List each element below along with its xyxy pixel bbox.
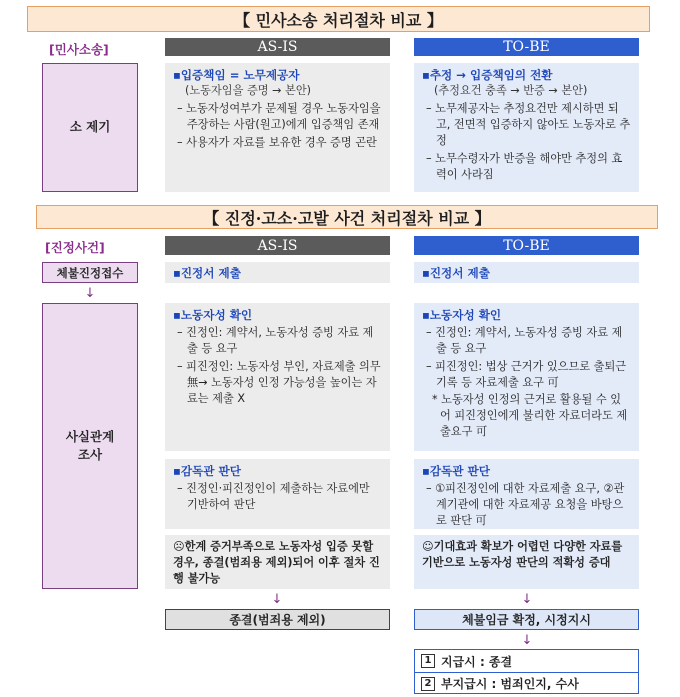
asis-result-box [165,609,390,630]
tobe-labor-item: – 피진정인: 법상 근거가 있으므로 출퇴근기록 등 자료제출 요구 可 [426,360,627,390]
tobe-down-arrow: ↓ [521,592,533,607]
asis-labor-item: – 피진정인: 노동자성 부인, 자료제출 의무 無→ 노동자성 인정 가능성을 높이는 자료는 제출 X [177,360,381,406]
civil-title: 【 민사소송 처리절차 비교 】 [234,10,443,30]
civil-tobe-box [414,63,639,192]
civil-tobe-sub: (추정요건 충족 → 반증 → 본안) [434,84,588,98]
civil-asis-item: – 노동자성여부가 문제될 경우 노동자임을 주장하는 사람(원고)에게 입증책임 존재 [177,102,381,132]
civil-asis-box [165,63,390,192]
civil-asis-header: AS-IS [165,38,390,56]
fact-investigation-line1: 사실관계 [65,428,115,444]
outcome-text: 부지급시 : 범죄인지, 수사 [441,677,579,691]
tobe-labor-head: ▪노동자성 확인 [422,308,502,322]
asis-submit-label: ▪진정서 제출 [173,266,241,280]
outcome-text: 지급시 : 종결 [441,654,513,669]
asis-judge-box [165,459,390,529]
outcome-row-nonpayment [415,672,638,694]
asis-down-arrow: ↓ [271,592,283,607]
tobe-labor-item: – 진정인: 계약서, 노동자성 증빙 자료 제출 등 요구 [426,326,623,356]
civil-title-banner [27,6,650,32]
civil-asis-sub: (노동자임을 증명 → 본안) [185,84,312,98]
civil-side-box [42,63,138,192]
complaint-title-banner [36,205,658,229]
complaint-section-label: [진정사건] [45,240,105,255]
fact-investigation-line2: 조사 [77,447,103,462]
civil-side-label: 소 제기 [69,119,111,135]
civil-asis-head: ▪입증책임 = 노무제공자 [173,68,300,82]
tobe-result-box [414,609,639,630]
side-down-arrow: ↓ [84,286,96,301]
civil-asis-item: – 사용자가 자료를 보유한 경우 증명 곤란 [177,136,377,150]
asis-submit-box [165,262,390,283]
tobe-labor-note: * 노동자성 인정의 근거로 활용될 수 있어 피진정인에게 불리한 자료더라도 제출요구 可 [432,393,628,438]
tobe-result-label: 체불임금 확정, 시정지시 [462,613,591,627]
fact-investigation-box [42,303,138,589]
tobe-judge-head: ▪감독관 판단 [422,464,490,478]
complaint-asis-header: AS-IS [165,236,390,255]
tobe-expect-text: ☺기대효과 확보가 어렵던 다양한 자료를 기반으로 노동자성 판단의 적확성 증대 [422,540,623,569]
civil-tobe-header: TO-BE [414,38,639,56]
complaint-title: 【 진정·고소·고발 사건 처리절차 비교 】 [203,208,491,228]
asis-limit-text: ☹한계 증거부족으로 노동자성 입증 못할 경우, 종결(범죄용 제외)되어 이후 절차 진행 불가능 [173,540,380,585]
asis-limit-box [165,535,390,589]
wage-complaint-receipt-box [42,262,138,283]
asis-labor-item: – 진정인: 계약서, 노동자성 증빙 자료 제출 등 요구 [177,326,374,356]
tobe-submit-label: ▪진정서 제출 [422,266,490,280]
civil-section-label: [민사소송] [49,42,109,57]
asis-result-label: 종결(범죄용 제외) [229,613,326,627]
tobe-judge-box [414,459,639,529]
civil-tobe-item: – 노무수령자가 반증을 해야만 추정의 효력이 사라짐 [426,152,623,181]
civil-tobe-item: – 노무제공자는 추정요건만 제시하면 되고, 전면적 입증하지 않아도 노동자로 추정 [426,102,631,148]
outcome-number: 2 [421,677,435,691]
wage-complaint-receipt-label: 체불진정접수 [56,265,124,280]
asis-labor-box [165,303,390,451]
asis-judge-item: – 진정인·피진정인이 제출하는 자료에만 기반하여 판단 [177,482,370,512]
tobe-expect-box [414,535,639,589]
asis-labor-head: ▪노동자성 확인 [173,308,253,322]
tobe-labor-box [414,303,639,451]
outcome-row-payment [415,650,638,672]
tobe-outcome-arrow: ↓ [521,633,533,648]
asis-judge-head: ▪감독관 판단 [173,464,241,478]
civil-tobe-head: ▪추정 → 입증책임의 전환 [422,68,553,82]
complaint-tobe-header: TO-BE [414,236,639,255]
outcome-list [414,649,639,694]
outcome-number: 1 [421,654,435,668]
tobe-submit-box [414,262,639,283]
tobe-judge-item: – ①피진정인에 대한 자료제출 요구, ②관계기관에 대한 자료제공 요청을 바탕으로 판단 可 [426,482,625,528]
